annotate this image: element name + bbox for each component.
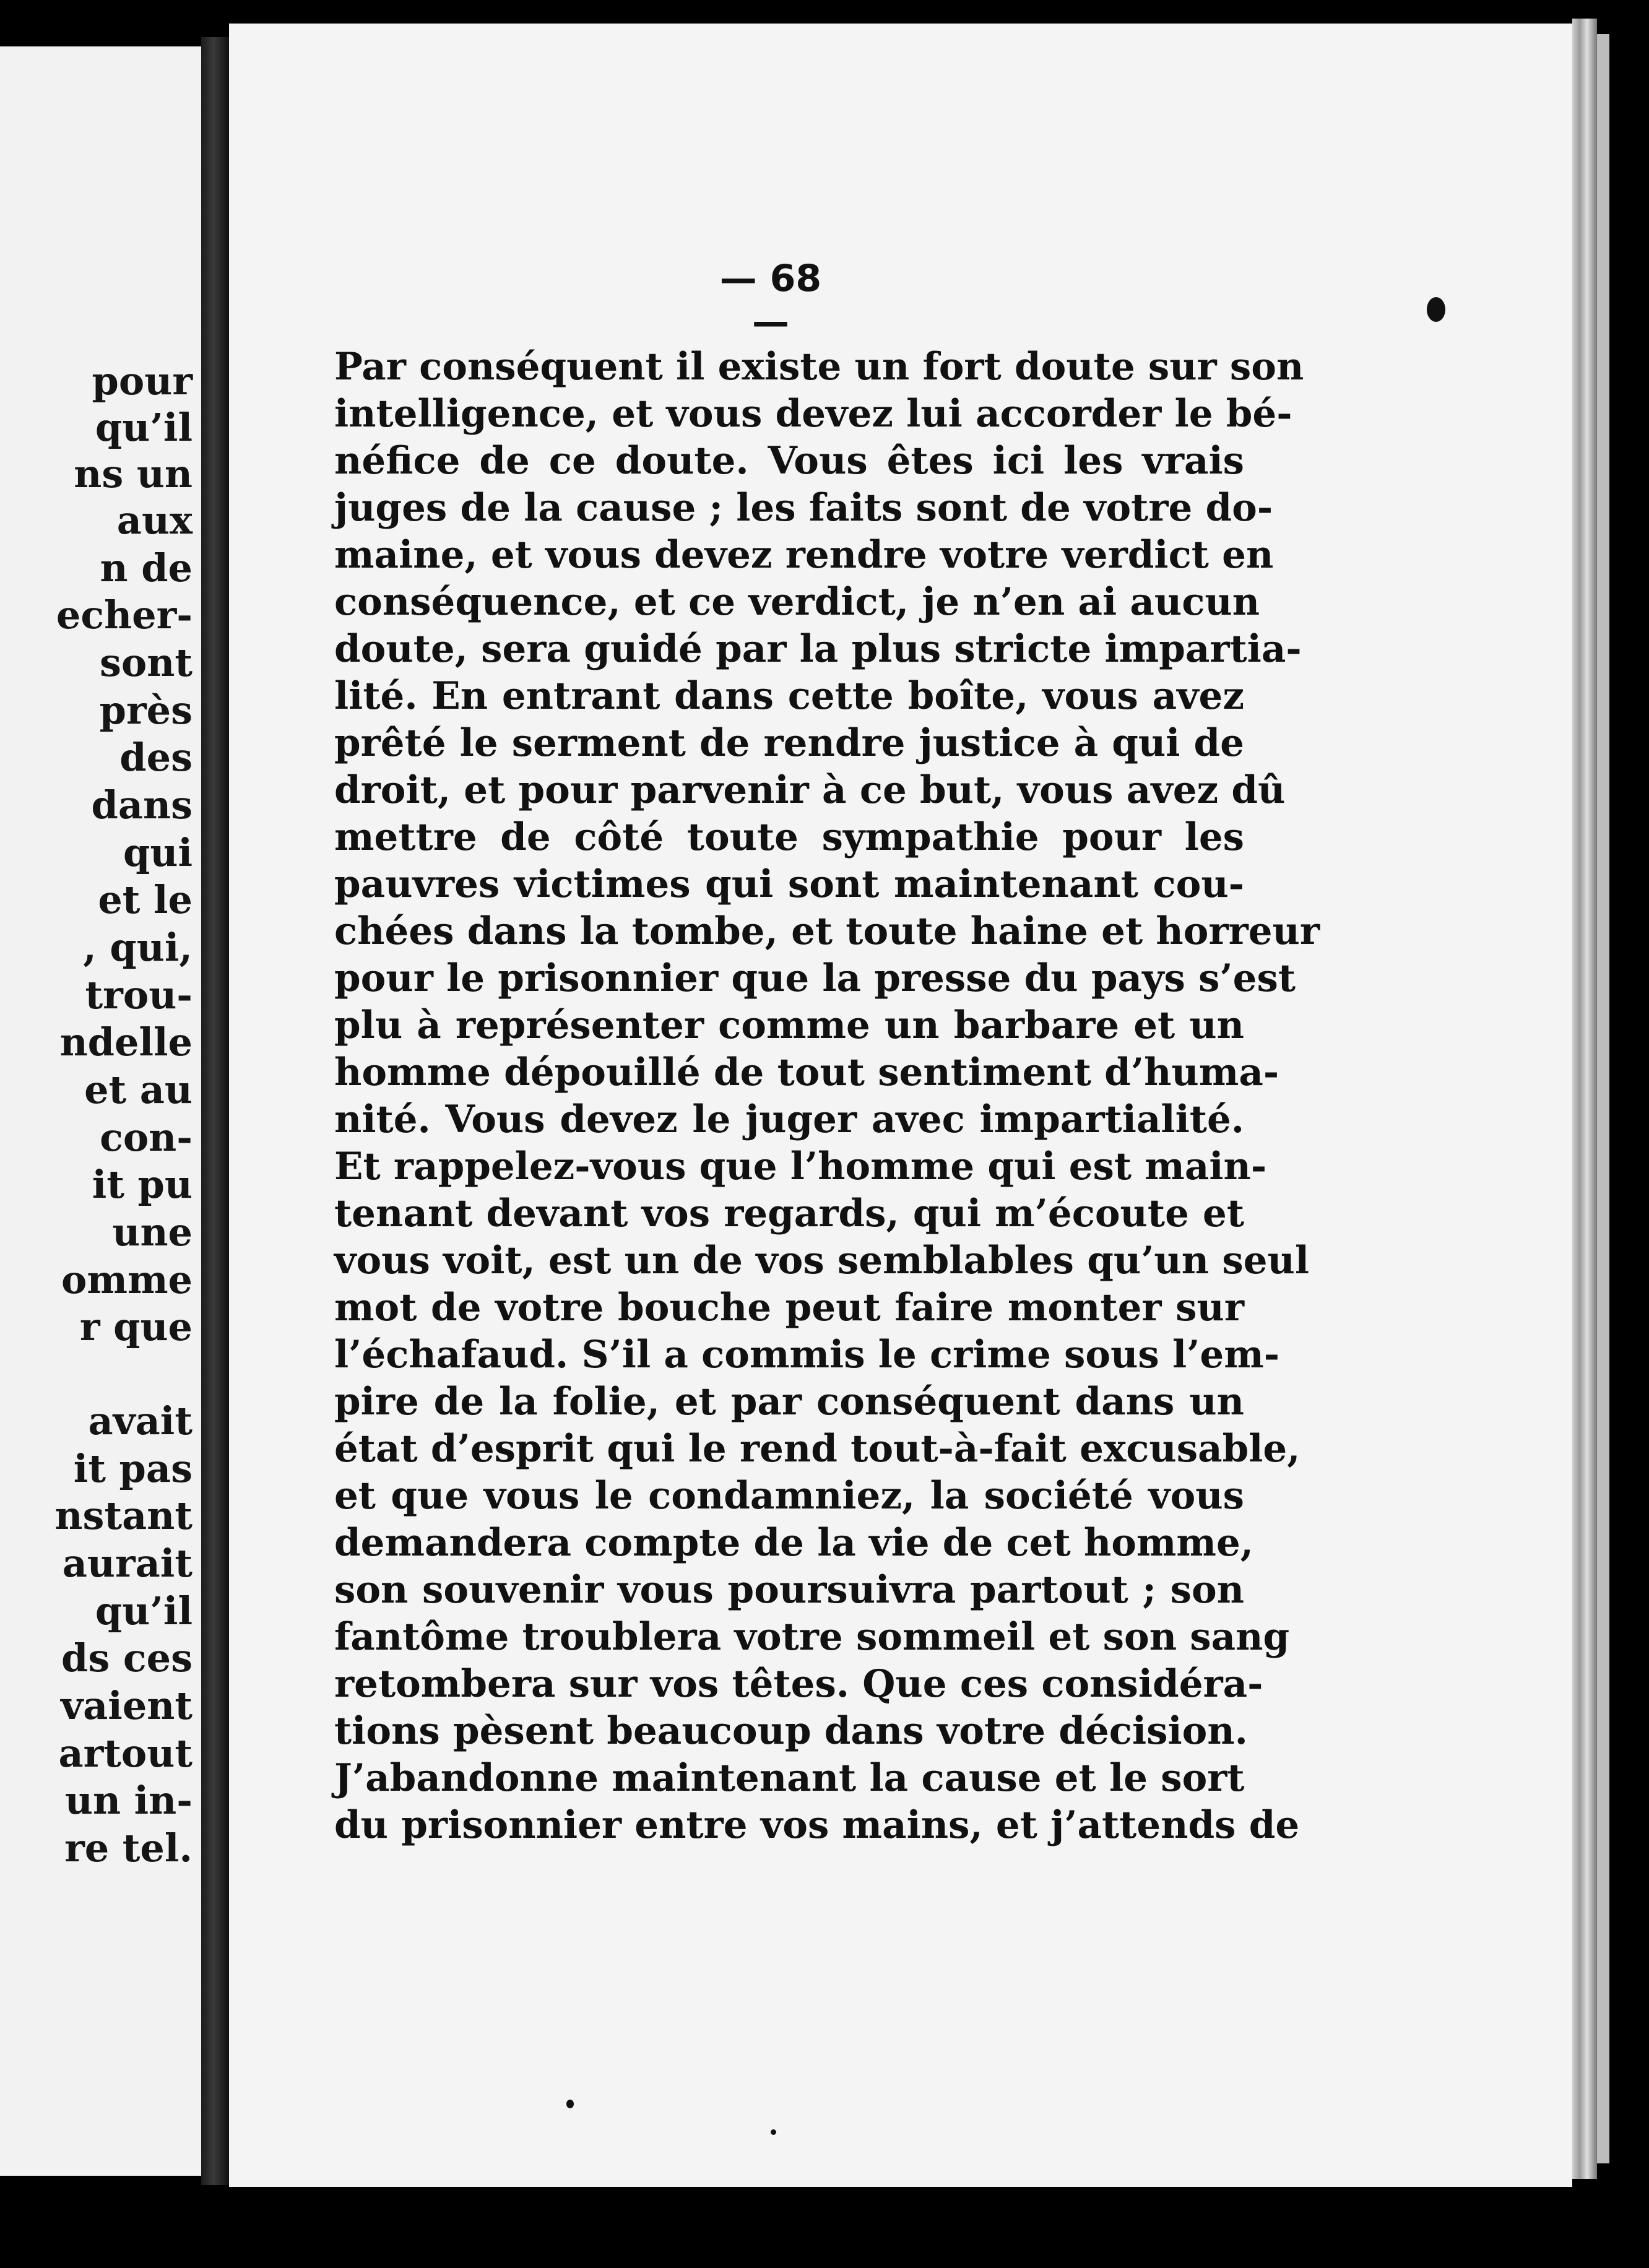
text-line: J’abandonne maintenant la cause et le sort: [334, 1756, 1245, 1800]
ink-speck: [566, 2100, 574, 2108]
book-gutter-shadow: [201, 37, 229, 2185]
left-page-line: con-: [100, 1115, 193, 1160]
left-page-line: ns un: [74, 451, 193, 496]
left-page-line: sont: [100, 640, 193, 685]
left-page-line: avait: [88, 1398, 193, 1443]
text-line: tions pèsent beaucoup dans votre décision.: [334, 1709, 1248, 1753]
left-page-line: re tel.: [64, 1825, 193, 1871]
left-page-line: ds ces: [61, 1635, 193, 1681]
text-line: nité. Vous devez le juger avec impartialité.: [334, 1097, 1244, 1141]
left-page-line: artout: [58, 1731, 193, 1776]
text-line: doute, sera guidé par la plus stricte impartia-: [334, 627, 1302, 671]
text-line: vous voit, est un de vos semblables qu’un seul: [334, 1239, 1310, 1283]
page-edge: [1572, 19, 1597, 2179]
text-line: état d’esprit qui le rend tout-à-fait excusable,: [334, 1427, 1301, 1471]
left-page-line: trou-: [85, 972, 193, 1018]
text-line: homme dépouillé de tout sentiment d’huma-: [334, 1050, 1279, 1094]
left-page-line: vaient: [61, 1683, 193, 1728]
ink-speck: [1427, 297, 1445, 322]
text-line: chées dans la tombe, et toute haine et horreur: [334, 909, 1320, 953]
text-line: pauvres victimes qui sont maintenant cou-: [334, 862, 1244, 906]
left-page-line: it pu: [92, 1162, 193, 1207]
left-page-line: it pas: [73, 1446, 193, 1491]
text-line: pire de la folie, et par conséquent dans un: [334, 1380, 1244, 1424]
left-page-line: pour: [92, 358, 193, 404]
left-page-line: qu’il: [95, 405, 193, 450]
left-page-line: , qui,: [83, 925, 193, 970]
left-page-line: aurait: [62, 1541, 193, 1586]
left-page-line: qu’il: [95, 1588, 193, 1634]
left-page-line: n de: [100, 545, 193, 591]
text-line: demandera compte de la vie de cet homme,: [334, 1521, 1254, 1565]
text-line: juges de la cause ; les faits sont de votre do-: [334, 486, 1273, 530]
left-page-line: et au: [84, 1067, 193, 1112]
text-line: fantôme troublera votre sommeil et son sang: [334, 1615, 1290, 1659]
left-page-line: nstant: [54, 1493, 193, 1538]
left-page-line: qui: [123, 830, 193, 875]
page-edge-inner: [1597, 34, 1609, 2163]
text-line: Par conséquent il existe un fort doute sur son: [334, 345, 1304, 389]
left-page-line: un in-: [64, 1778, 193, 1823]
left-page-line: près: [99, 688, 193, 733]
left-page-fragment: [0, 46, 201, 2176]
ink-speck: [771, 2129, 776, 2135]
text-line: lité. En entrant dans cette boîte, vous avez: [334, 674, 1244, 718]
text-line: plu à représenter comme un barbare et un: [334, 1003, 1244, 1047]
left-page-line: des: [119, 735, 193, 780]
left-page-line: echer-: [56, 592, 193, 638]
text-line: et que vous le condamniez, la société vous: [334, 1474, 1244, 1518]
text-line: Et rappelez-vous que l’homme qui est main-: [334, 1145, 1267, 1188]
page-number: — 68 —: [719, 257, 822, 344]
text-line: pour le prisonnier que la presse du pays s’est: [334, 956, 1296, 1000]
text-line: l’échafaud. S’il a commis le crime sous l’em-: [334, 1333, 1280, 1377]
text-line: retombera sur vos têtes. Que ces considéra-: [334, 1662, 1263, 1706]
left-page-line: ndelle: [59, 1019, 193, 1065]
text-line: mot de votre bouche peut faire monter sur: [334, 1286, 1244, 1330]
text-line: maine, et vous devez rendre votre verdict en: [334, 533, 1274, 577]
text-line: du prisonnier entre vos mains, et j’attends de: [334, 1803, 1300, 1847]
text-line: conséquence, et ce verdict, je n’en ai aucun: [334, 580, 1260, 624]
left-page-line: et le: [98, 877, 193, 922]
left-page-line: aux: [116, 498, 193, 543]
left-page-line: une: [112, 1210, 193, 1255]
left-page-line: omme: [61, 1257, 193, 1302]
left-page-line: dans: [91, 782, 193, 828]
text-line: droit, et pour parvenir à ce but, vous avez dû: [334, 768, 1286, 812]
text-line: néfice de ce doute. Vous êtes ici les vrais: [334, 439, 1244, 483]
text-line: intelligence, et vous devez lui accorder le bé-: [334, 392, 1292, 436]
text-line: son souvenir vous poursuivra partout ; son: [334, 1568, 1244, 1612]
text-line: tenant devant vos regards, qui m’écoute et: [334, 1192, 1244, 1236]
text-line: mettre de côté toute sympathie pour les: [334, 815, 1244, 859]
left-page-line: r que: [79, 1304, 193, 1349]
text-line: prêté le serment de rendre justice à qui de: [334, 721, 1244, 765]
